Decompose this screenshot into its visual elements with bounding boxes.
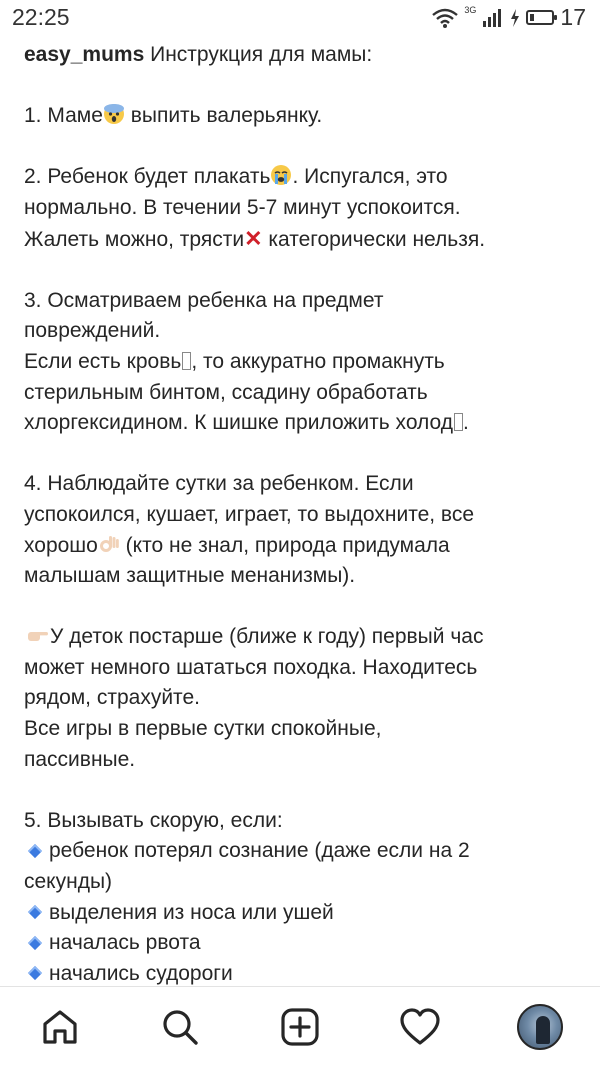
step-5: 5. Вызывать скорую, если: ребенок потерял сознание (даже если на 2 секунды) выделения из носа или ушей началась рвота начались судороги xyxy=(24,808,470,985)
face-screaming-emoji-icon xyxy=(103,103,125,125)
profile-button[interactable] xyxy=(510,997,570,1057)
battery-icon xyxy=(526,10,554,25)
step-3: 3. Осматриваем ребенка на предмет повреждений. Если есть кровь , то аккуратно промакнуть стерильным бинтом, ссадину обработать хлоргексидином. К шишке приложить холод . xyxy=(24,288,469,435)
ok-hand-emoji-icon xyxy=(98,533,120,555)
missing-glyph-icon xyxy=(454,413,463,431)
charging-icon xyxy=(510,9,520,27)
small-blue-diamond-icon xyxy=(28,966,42,980)
missing-glyph-icon xyxy=(182,352,191,370)
home-button[interactable] xyxy=(30,997,90,1057)
step-4: 4. Наблюдайте сутки за ребенком. Если успокоился, кушает, играет, то выдохните, все хорошо (кто не знал, природа придумала малышам защитные менанизмы). xyxy=(24,472,475,588)
small-blue-diamond-icon xyxy=(28,936,42,950)
small-blue-diamond-icon xyxy=(28,844,42,858)
status-time: 22:25 xyxy=(12,4,70,30)
status-icons xyxy=(432,4,586,31)
loudly-crying-emoji-icon xyxy=(270,164,292,186)
wifi-icon xyxy=(432,8,458,28)
battery-level: 17 xyxy=(560,4,586,30)
cross-mark-emoji-icon: ✕ xyxy=(244,225,263,251)
heart-icon xyxy=(399,1007,441,1047)
username-link[interactable]: easy_mums xyxy=(24,43,145,66)
pointing-hand-emoji-icon xyxy=(24,624,50,646)
avatar xyxy=(517,1004,563,1050)
small-blue-diamond-icon xyxy=(28,905,42,919)
caption-intro: easy_mums Инструкция для мамы: xyxy=(24,43,373,66)
signal-icon xyxy=(482,9,504,27)
network-type: 3G xyxy=(464,4,477,15)
note-older-kids: У деток постарше (ближе к году) первый час может немного шататься походка. Находитесь рядом, страхуйте. Все игры в первые сутки спокойные, пассивные. xyxy=(24,625,484,771)
search-icon xyxy=(160,1007,200,1047)
plus-square-icon xyxy=(280,1007,320,1047)
search-button[interactable] xyxy=(150,997,210,1057)
home-icon xyxy=(40,1007,80,1047)
activity-button[interactable] xyxy=(390,997,450,1057)
status-bar xyxy=(0,0,600,36)
create-post-button[interactable] xyxy=(270,997,330,1057)
step-1: 1. Маме выпить валерьянку. xyxy=(24,104,323,128)
post-caption xyxy=(24,40,584,989)
bottom-navigation xyxy=(0,986,600,1067)
step-2: 2. Ребенок будет плакать . Испугался, это нормально. В течении 5-7 минут успокоится. Жалеть можно, трясти✕ категорически нельзя. xyxy=(24,165,486,251)
